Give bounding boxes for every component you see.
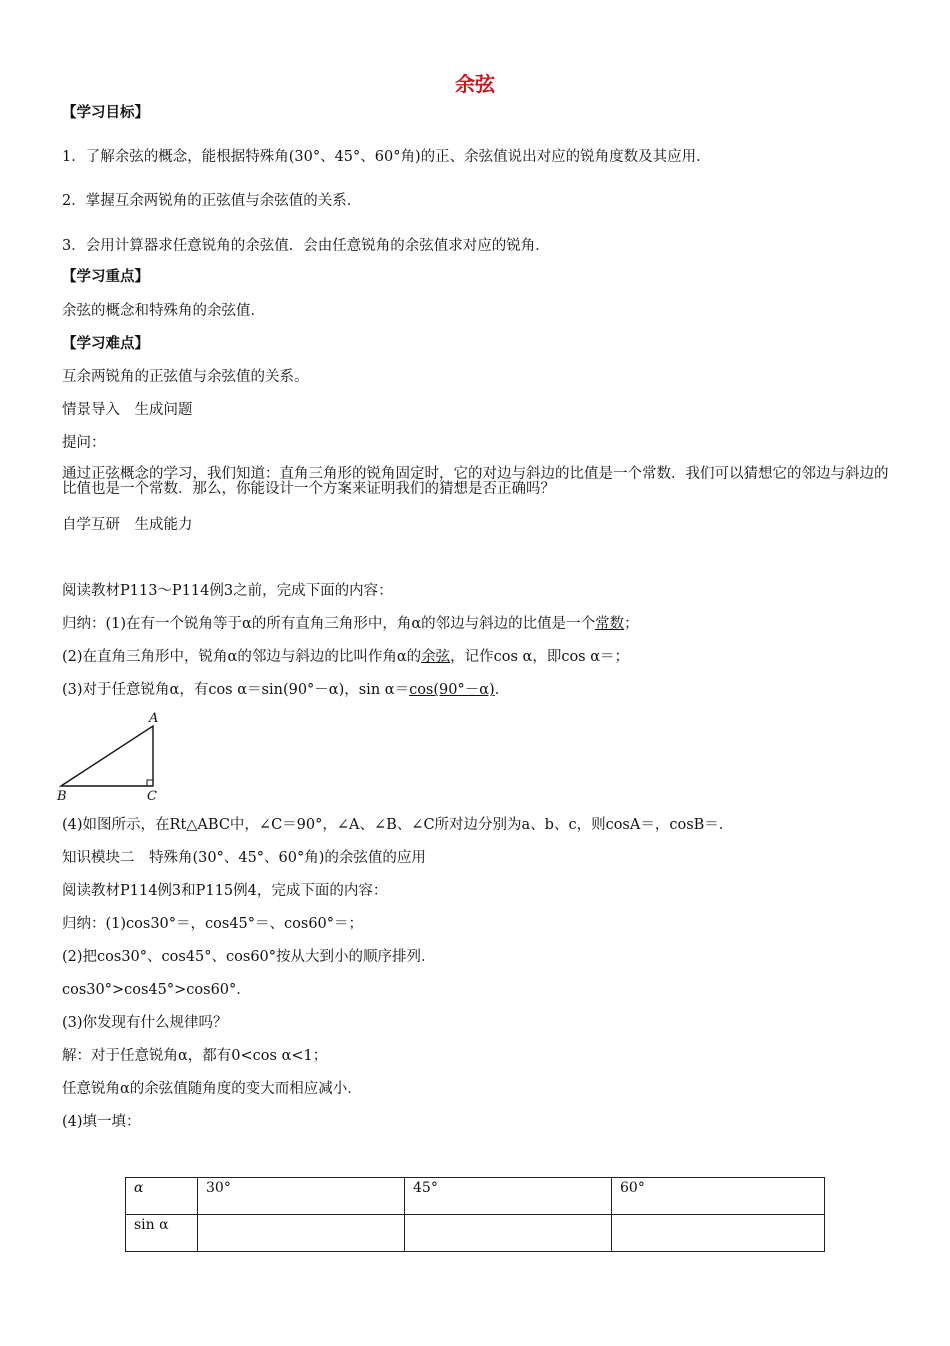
summary-2-end: ，记作cos α，即cos α＝；	[450, 649, 630, 665]
summary-2	[62, 648, 629, 666]
summary-1-answer: 常数	[595, 616, 625, 632]
key-heading: 【学习重点】	[62, 268, 149, 285]
table-row	[126, 1178, 825, 1215]
summary-3-answer: cos(90°－α)	[409, 682, 495, 698]
table-blank-cell[interactable]	[405, 1215, 612, 1252]
table-header-cell: 45°	[405, 1178, 612, 1215]
vertex-label-c: C	[147, 789, 157, 804]
goals-heading: 【学习目标】	[62, 104, 149, 121]
goal-1: 1．了解余弦的概念，能根据特殊角(30°、45°、60°角)的正、余弦值说出对应的锐角度数及其应用．	[62, 149, 711, 165]
section-module-2-heading: 知识模块二 特殊角(30°、45°、60°角)的余弦值的应用	[62, 850, 426, 866]
summary-3-end: ．	[494, 682, 510, 698]
table-row-label: sin α	[126, 1215, 198, 1252]
difficulty-text: 互余两锐角的正弦值与余弦值的关系。	[62, 369, 309, 385]
special-values-3-answer-2: 任意锐角α的余弦值随角度的变大而相应减小．	[62, 1081, 362, 1097]
goal-3: 3．会用计算器求任意锐角的余弦值．会由任意锐角的余弦值求对应的锐角．	[62, 238, 550, 254]
vertex-label-b: B	[57, 789, 67, 804]
right-angle-mark	[147, 780, 153, 786]
summary-2-text: (2)在直角三角形中，锐角α的邻边与斜边的比叫作角α的	[62, 649, 422, 665]
table-blank-cell[interactable]	[612, 1215, 825, 1252]
page-title: 余弦	[455, 72, 495, 96]
fill-in-table	[125, 1177, 825, 1252]
summary-3-text: (3)对于任意锐角α，有cos α＝sin(90°－α)，sin α＝	[62, 682, 410, 698]
summary-3	[62, 681, 509, 699]
special-values-3: (3)你发现有什么规律吗？	[62, 1015, 228, 1031]
vertex-label-a: A	[149, 711, 159, 726]
triangle-shape	[61, 726, 153, 786]
difficulty-heading: 【学习难点】	[62, 335, 149, 352]
ask-paragraph: 通过正弦概念的学习，我们知道：直角三角形的锐角固定时，它的对边与斜边的比值是一个常数．我们可以猜想它的邻边与斜边的比值也是一个常数．那么，你能设计一个方案来证明我们的猜想是否正确吗？	[62, 466, 889, 497]
table-header-cell: α	[126, 1178, 198, 1215]
summary-2-answer: 余弦	[421, 649, 451, 665]
summary-1-end: ；	[624, 616, 639, 632]
ask-label: 提问：	[62, 435, 106, 451]
special-values-2-answer: cos30°>cos45°>cos60°．	[62, 982, 251, 998]
summary-1-text: 归纳：(1)在有一个锐角等于α的所有直角三角形中，角α的邻边与斜边的比值是一个	[62, 616, 596, 632]
table-blank-cell[interactable]	[198, 1215, 405, 1252]
read-instruction-2: 阅读教材P114例3和P115例4，完成下面的内容：	[62, 883, 388, 899]
summary-4: (4)如图所示，在Rt△ABC中，∠C＝90°，∠A、∠B、∠C所对边分别为a、b、c，则cosA＝，cosB＝．	[62, 817, 734, 833]
special-values-2: (2)把cos30°、cos45°、cos60°按从大到小的顺序排列．	[62, 949, 436, 965]
section-intro-heading: 情景导入 生成问题	[62, 402, 193, 418]
right-triangle-diagram	[55, 708, 175, 804]
special-values-3-answer-1: 解：对于任意锐角α，都有0<cos α<1；	[62, 1048, 328, 1064]
special-values-1: 归纳：(1)cos30°＝，cos45°＝、cos60°＝；	[62, 916, 364, 932]
special-values-4: (4)填一填：	[62, 1114, 141, 1130]
read-instruction-1: 阅读教材P113～P114例3之前，完成下面的内容：	[62, 583, 393, 599]
table-row	[126, 1215, 825, 1252]
summary-1	[62, 615, 639, 633]
section-self-study-heading: 自学互研 生成能力	[62, 517, 193, 533]
table-header-cell: 30°	[198, 1178, 405, 1215]
goal-2: 2．掌握互余两锐角的正弦值与余弦值的关系．	[62, 193, 362, 209]
key-text: 余弦的概念和特殊角的余弦值．	[62, 303, 265, 319]
table-header-cell: 60°	[612, 1178, 825, 1215]
